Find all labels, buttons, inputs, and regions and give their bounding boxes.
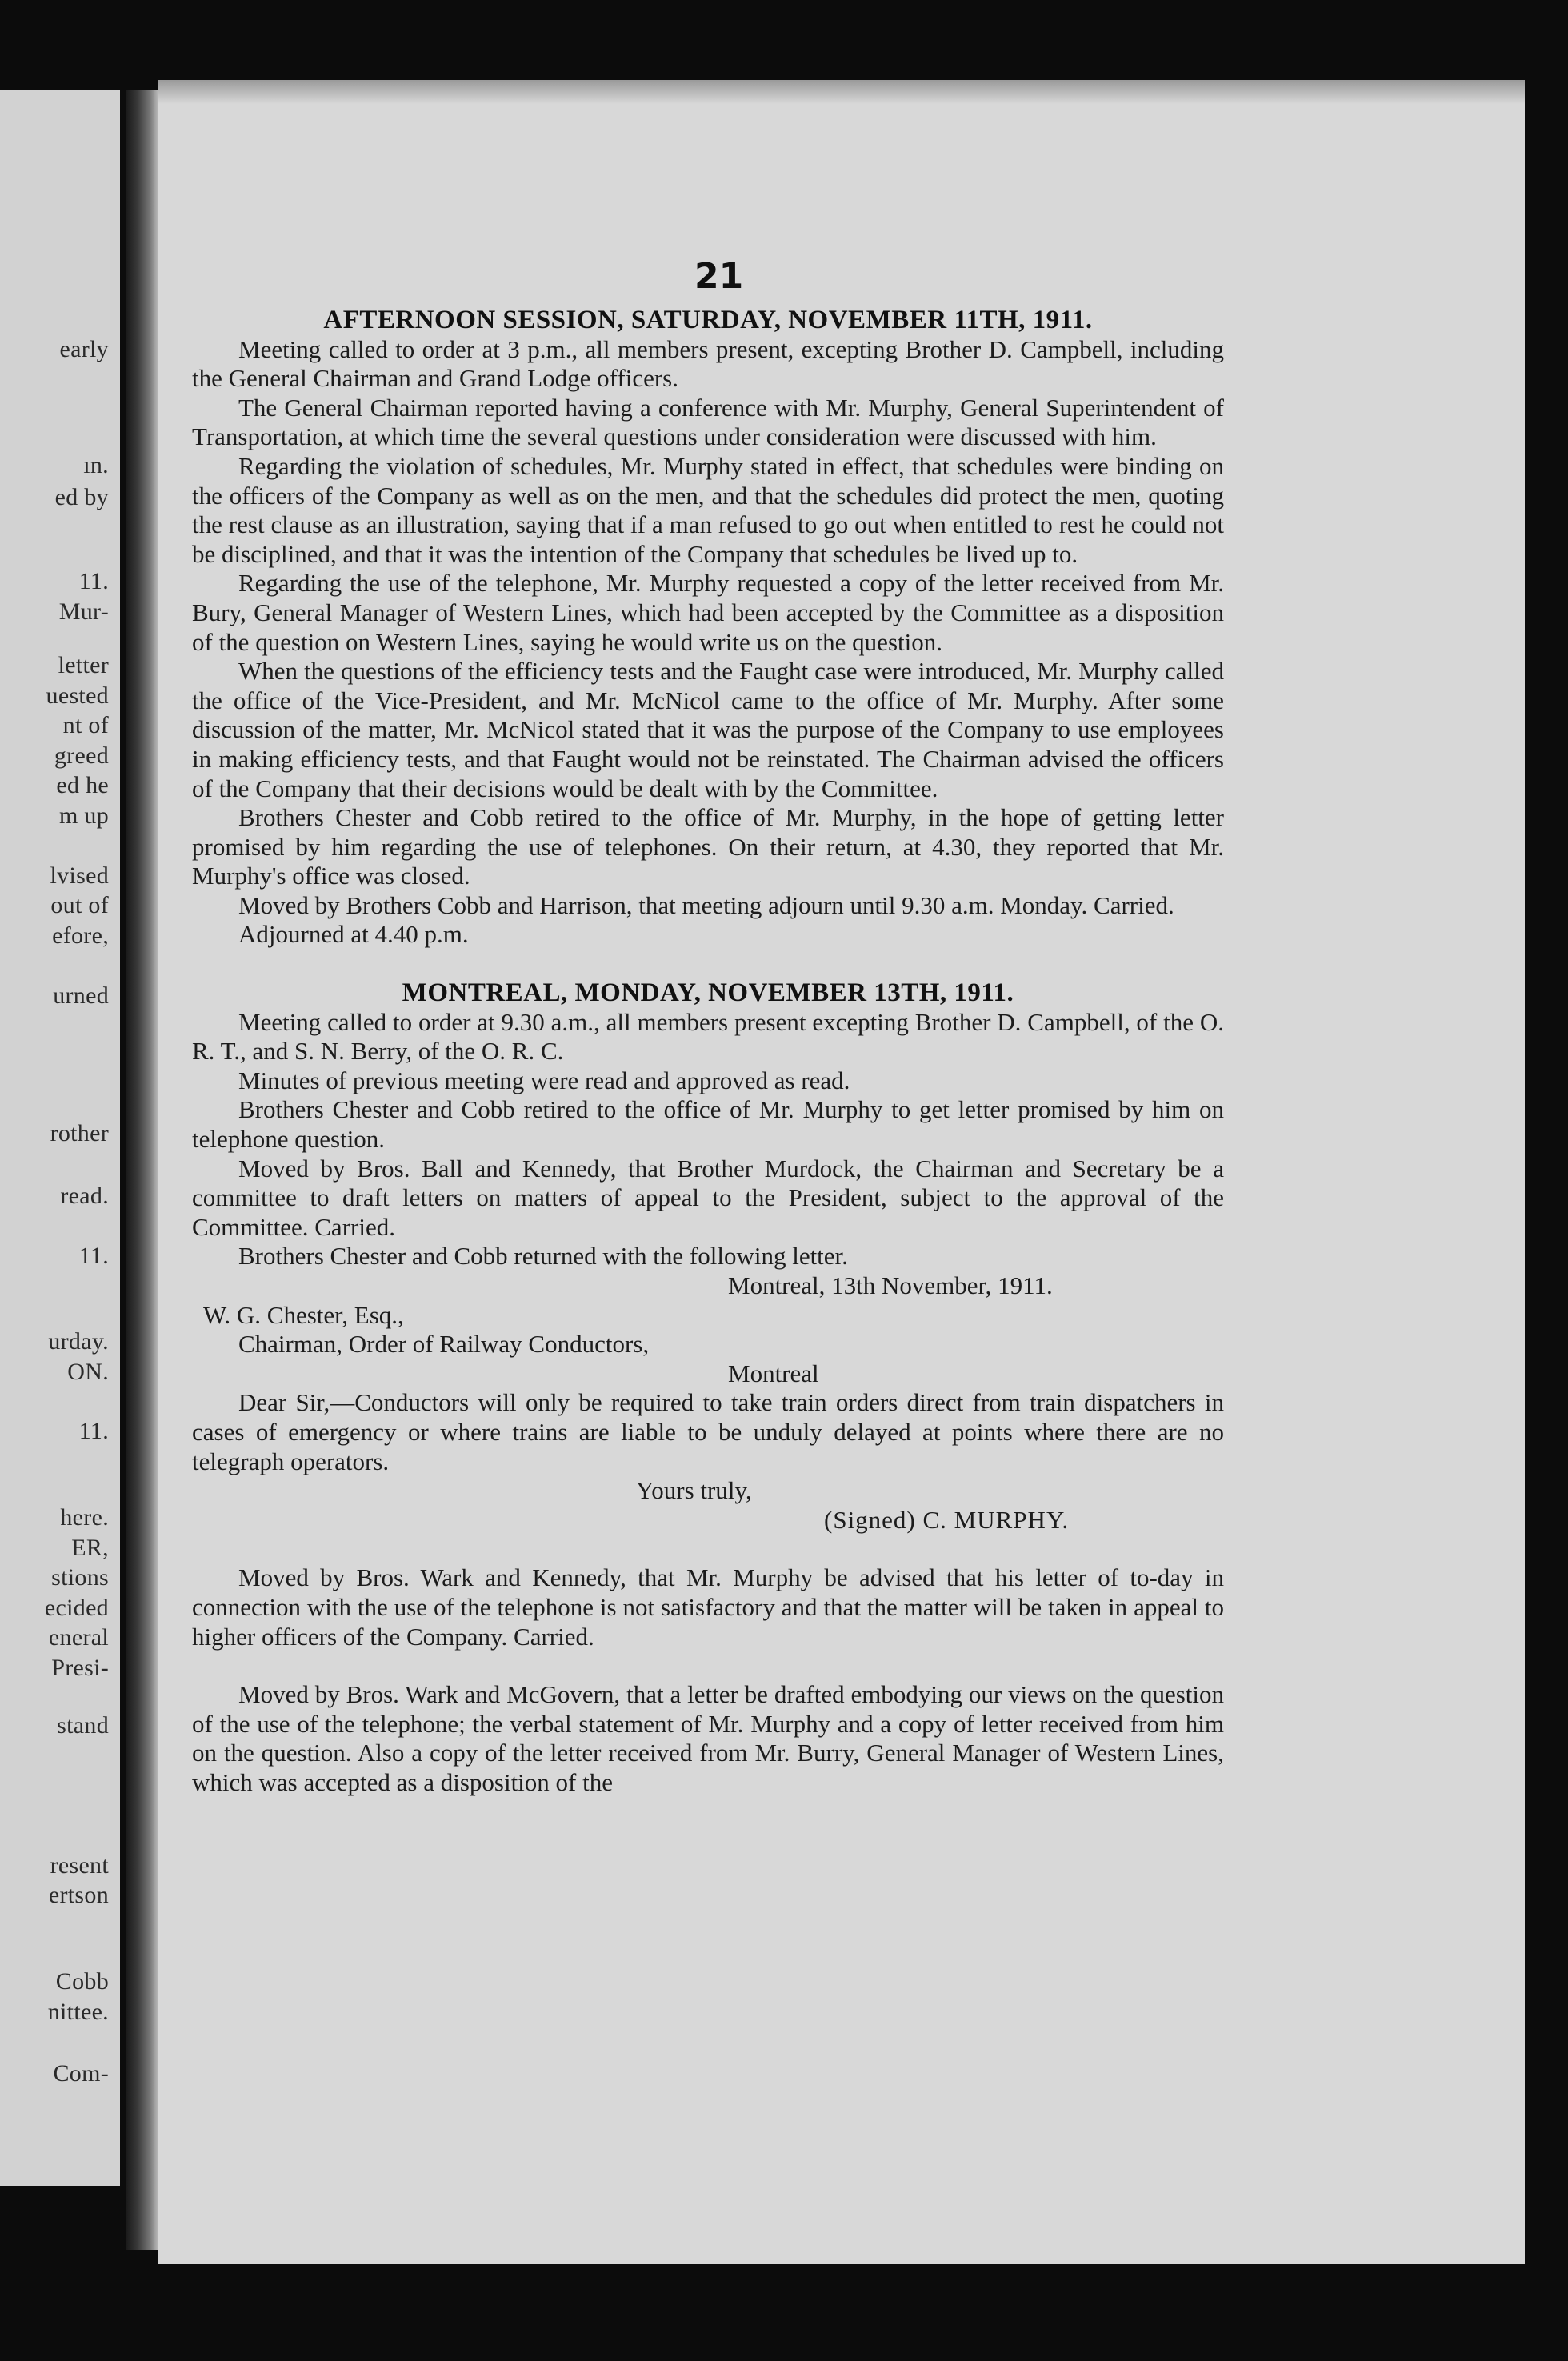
left-page-text-fragment: uested [46,682,109,709]
left-page-text-fragment: m up [58,802,109,829]
left-page-text-fragment: Cobb [55,1968,109,1995]
letter-addressee-city: Montreal [728,1359,819,1387]
left-page-text-fragment: urned [53,982,109,1009]
motion-paragraph: Moved by Bros. Wark and Kennedy, that Mr. Murphy be advised that his letter of to-day in connection with the use of the telephone is not satisfactory and that the matter will be taken in appeal to higher officers of the Company. Carried. [192,1563,1224,1651]
letter-body: Dear Sir,—Conductors will only be required to take train orders direct from train dispatchers in cases of emergency or where trains are liable to be unduly delayed at points where there are no telegraph operators. [192,1388,1224,1475]
letter-date: Montreal, 13th November, 1911. [728,1271,1053,1299]
left-page-text-fragment: resent [50,1852,109,1879]
paragraph: Regarding the violation of schedules, Mr. Murphy stated in effect, that schedules were binding on the officers of the Company as well as on the men, and that the schedules did protect the men, quoting the rest clause as an illustration, saying that if a man refused to go out when entitled to rest he could not be disciplined, and that it was the intention of the Company that schedules be lived up to. [192,451,1224,568]
left-page-text-fragment: Com- [53,2060,109,2087]
left-page-text-fragment: 11. [78,568,109,594]
left-page-text-fragment: letter [58,652,109,678]
left-page-text-fragment: urday. [48,1328,109,1355]
left-page-text-fragment: ın. [83,452,109,478]
letter-signature: (Signed) C. MURPHY. [824,1505,1070,1534]
paragraph: Minutes of previous meeting were read and approved as read. [238,1066,850,1094]
left-page-text-fragment: Presi- [51,1655,109,1681]
paragraph: Brothers Chester and Cobb retired to the office of Mr. Murphy, in the hope of getting letter promised by him regarding the use of telephones. On their return, at 4.30, they reported that Mr. Murphy's office was closed. [192,803,1224,890]
left-page-text-fragment: eneral [48,1624,109,1651]
left-page-text-fragment: lvised [50,862,109,889]
paragraph: Meeting called to order at 3 p.m., all members present, excepting Brother D. Campbell, including the General Chairman and Grand Lodge officers. [192,334,1224,393]
left-page-text-fragment: nt of [62,712,109,738]
left-page-text-fragment: ed by [54,484,109,510]
paragraph: Regarding the use of the telephone, Mr. Murphy requested a copy of the letter received from Mr. Bury, General Manager of Western Lines, which had been accepted by the Committee as a disposition of the question on Western Lines, saying he would write us on the question. [192,569,1224,656]
page-number: 21 [694,256,744,297]
letter-addressee: W. G. Chester, Esq., [203,1300,404,1329]
left-page-text-fragment: here. [60,1504,109,1531]
left-page-text-fragment: ER, [71,1535,109,1561]
left-page-text-fragment: ertson [48,1882,109,1908]
left-page-text-fragment: stand [57,1712,109,1739]
left-page-text-fragment: Mur- [58,598,109,625]
left-page-text-fragment: 11. [78,1243,109,1269]
letter-closing: Yours truly, [636,1476,752,1505]
paragraph: The General Chairman reported having a conference with Mr. Murphy, General Superintendent of Transportation, at which time the several questions under consideration were discussed with him. [192,393,1224,451]
paragraph: Brothers Chester and Cobb retired to the office of Mr. Murphy to get letter promised by him on telephone question. [192,1095,1224,1154]
left-page-text-fragment: out of [50,892,109,918]
book-gutter [126,90,158,2250]
paragraph: Meeting called to order at 9.30 a.m., all members present excepting Brother D. Campbell, of the O. R. T., and S. N. Berry, of the O. R. C. [192,1007,1224,1066]
paragraph: Moved by Brothers Cobb and Harrison, that meeting adjourn until 9.30 a.m. Monday. Carried. [238,890,1174,919]
letter-addressee-title: Chairman, Order of Railway Conductors, [238,1330,650,1359]
paragraph: Moved by Bros. Ball and Kennedy, that Brother Murdock, the Chairman and Secretary be a committee to draft letters on matters of appeal to the President, subject to the approval of the Committee. Carried. [192,1154,1224,1241]
motion-paragraph: Moved by Bros. Wark and McGovern, that a letter be drafted embodying our views on the question of the use of the telephone; the verbal statement of Mr. Murphy and a copy of letter received from him on the question. Also a copy of the letter received from Mr. Burry, General Manager of Western Lines, which was accepted as a disposition of the [192,1680,1224,1796]
left-page-text-fragment: early [59,336,109,362]
left-page-text-fragment: nittee. [47,1999,109,2025]
left-page-text-fragment: ON. [67,1359,109,1385]
session-heading-saturday: AFTERNOON SESSION, SATURDAY, NOVEMBER 11TH, 1911. [323,306,1093,334]
paragraph: Adjourned at 4.40 p.m. [238,920,469,949]
left-page-text-fragment: efore, [52,922,109,949]
left-page-text-fragment: ecided [44,1595,109,1621]
paragraph: Brothers Chester and Cobb returned with the following letter. [238,1242,848,1271]
session-heading-monday: MONTREAL, MONDAY, NOVEMBER 13TH, 1911. [402,978,1014,1008]
left-page-text-fragment: read. [60,1183,109,1209]
left-page-text-fragment: rother [50,1120,109,1146]
paragraph: When the questions of the efficiency tests and the Faught case were introduced, Mr. Murphy called the office of the Vice-President, and Mr. McNicol came to the office of Mr. Murphy. After some discussion of the matter, Mr. McNicol stated that it was the purpose of the Company to use employees in making efficiency tests, and that Faught would not be reinstated. The Chairman advised the officers of the Company that their decisions would be dealt with by the Committee. [192,657,1224,802]
page-content [192,240,1224,1798]
left-page-text-fragment: 11. [78,1418,109,1444]
left-page-text-fragment: stions [51,1564,109,1591]
left-page-text-fragment: ed he [56,772,109,798]
page-edge-shadow [158,80,1525,104]
left-page-text-fragment: greed [54,742,109,769]
left-page-fragment [0,90,120,2186]
